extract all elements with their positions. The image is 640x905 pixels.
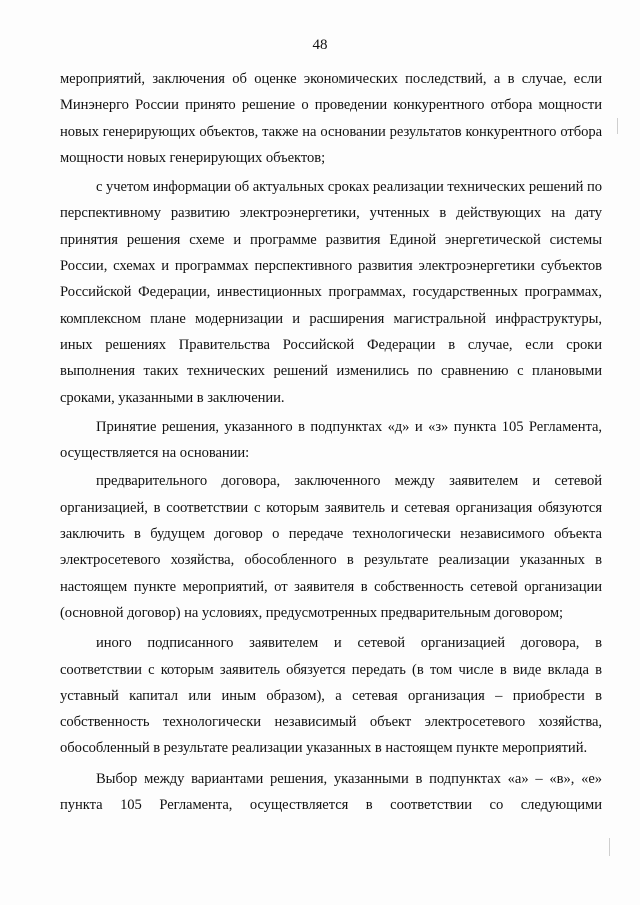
paragraph-4: предварительного договора, заключенного между заявителем и сетевой организацией, в соответствии с которым заявитель и сетевая организация обязуются заключить в будущем договор о передаче технологически независимого объекта электросетевого хозяйства, обособленного в результате реализации указанных в настоящем пункте мероприятий, от заявителя в собственность сетевой организации (основной договор) на условиях, предусмотренных предварительным договором; [60,473,602,621]
scan-artifact-mark [617,118,618,134]
paragraph-2: с учетом информации об актуальных сроках реализации технических решений по перспективному развитию электроэнергетики, учтенных в действующих на дату принятия решения схеме и программе развития Единой энергетической системы России, схемах и программах перспективного развития электроэнергетики субъектов Российской Федерации, инвестиционных программах, государственных программах, комплексном плане модернизации и расширения магистральной инфраструктуры, иных решениях Правительства Российской Федерации в случае, если сроки выполнения таких технических решений изменились по сравнению с плановыми сроками, указанными в заключении. [60,179,602,406]
paragraph-1: мероприятий, заключения об оценке экономических последствий, а в случае, если Минэнерго России принято решение о проведении конкурентного отбора мощности новых генерирующих объектов, также на основании результатов конкурентного отбора мощности новых генерирующих объектов; [60,71,602,166]
page-number: 48 [312,37,328,53]
paragraph-5: иного подписанного заявителем и сетевой организацией договора, в соответствии с которым заявитель обязуется передать (в том числе в виде вклада в уставный капитал или иным образом), а сетевая организация – приобрести в собственность технологически независимый объект электросетевого хозяйства, обособленный в результате реализации указанных в настоящем пункте мероприятий. [60,635,602,757]
paragraph-6: Выбор между вариантами решения, указанными в подпунктах «а» – «в», «е» пункта 105 Регламента, осуществляется в соответствии со следующими [60,770,602,814]
paragraph-3: Принятие решения, указанного в подпунктах «д» и «з» пункта 105 Регламента, осуществляется на основании: [60,418,602,462]
scan-artifact-mark [609,838,610,856]
document-body [60,66,602,823]
